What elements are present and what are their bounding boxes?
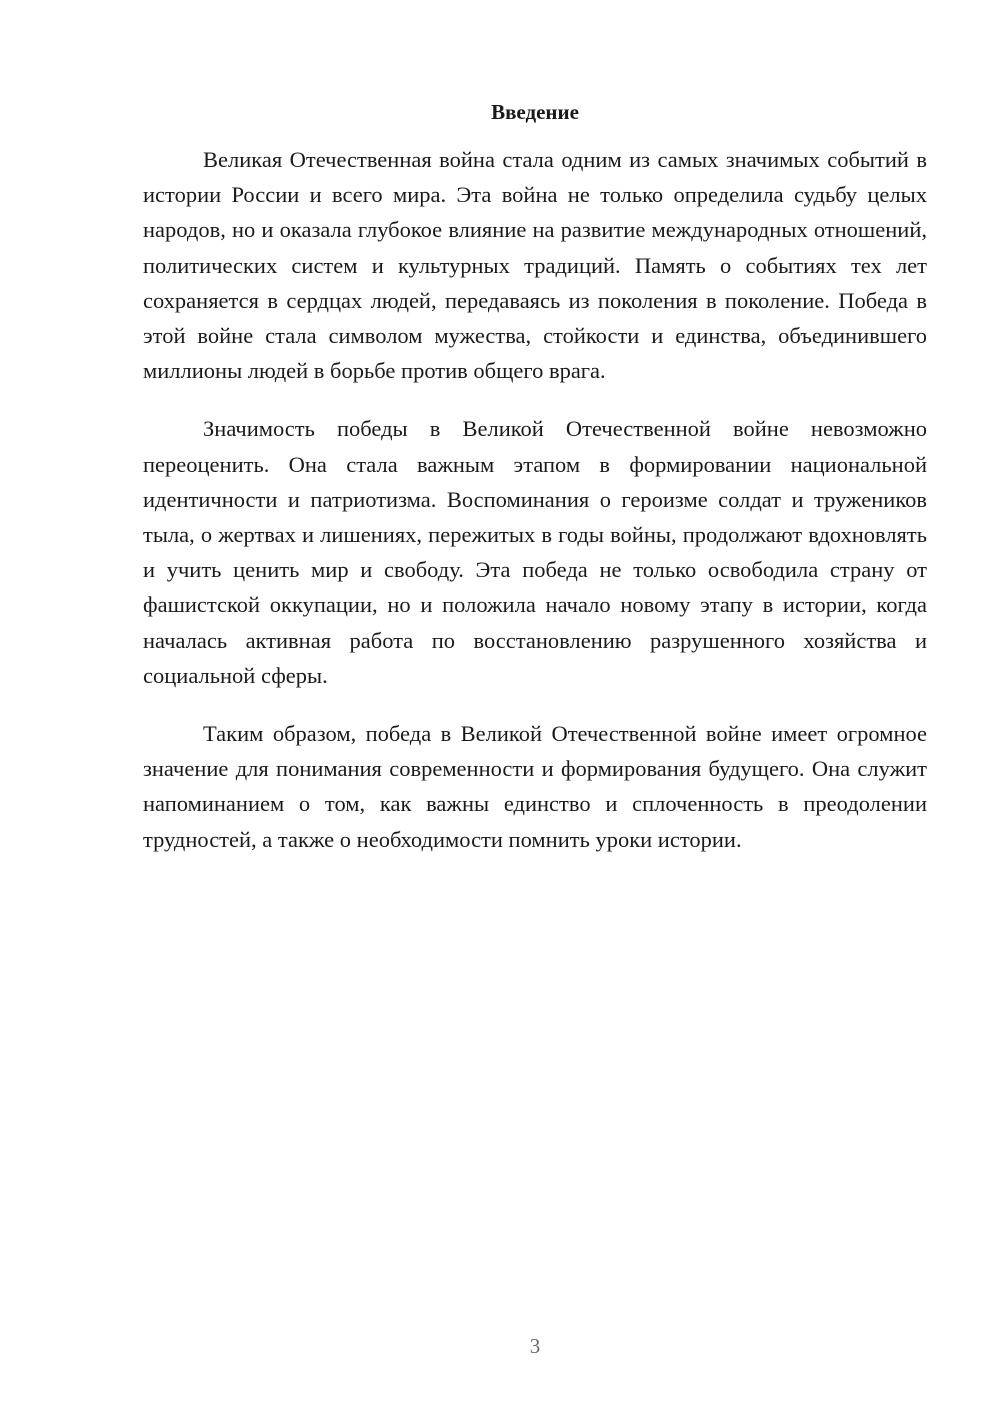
page-number: 3 <box>529 1334 541 1358</box>
paragraph-3: Таким образом, победа в Великой Отечественной войне имеет огромное значение для понимания современности и формирования будущего. Она служит напоминанием о том, как важны единство и сплоченность в преодолении трудностей, а также о необходимости помнить уроки истории. <box>143 721 927 852</box>
paragraph-1: Великая Отечественная война стала одним из самых значимых событий в истории России и всего мира. Эта война не только определила судьбу целых народов, но и оказала глубокое влияние на развитие международных отношений, политических систем и культурных традиций. Память о событиях тех лет сохраняется в сердцах людей, передаваясь из поколения в поколение. Победа в этой войне стала символом мужества, стойкости и единства, объединившего миллионы людей в борьбе против общего врага. <box>143 147 927 384</box>
section-title: Введение <box>491 100 579 124</box>
body-text <box>143 142 927 880</box>
paragraph-2: Значимость победы в Великой Отечественной войне невозможно переоценить. Она стала важным этапом в формировании национальной идентичности и патриотизма. Воспоминания о героизме солдат и тружеников тыла, о жертвах и лишениях, пережитых в годы войны, продолжают вдохновлять и учить ценить мир и свободу. Эта победа не только освободила страну от фашистской оккупации, но и положила начало новому этапу в истории, когда началась активная работа по восстановлению разрушенного хозяйства и социальной сферы. <box>143 416 927 688</box>
